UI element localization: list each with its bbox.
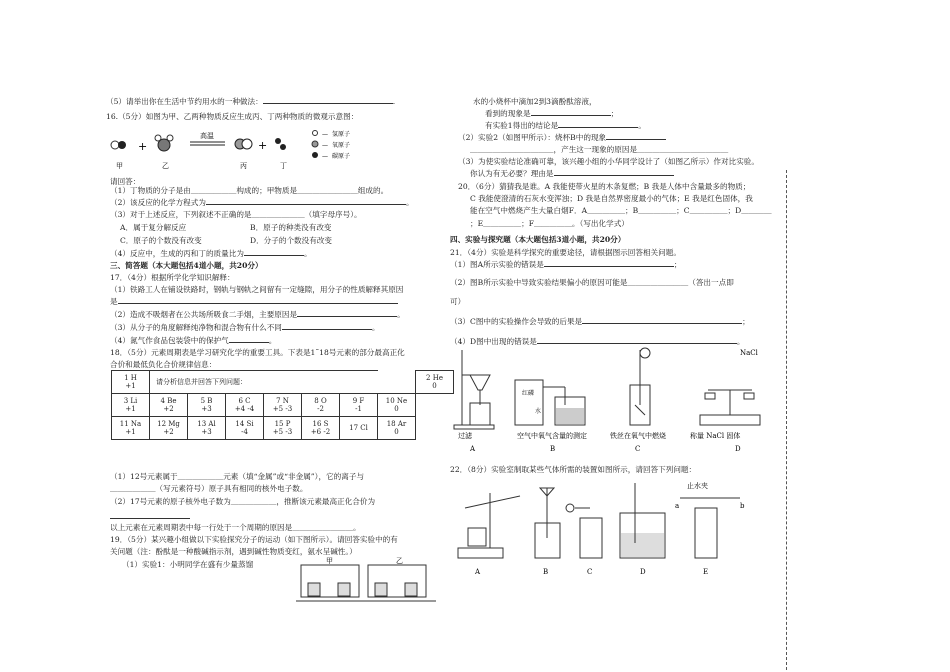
svg-text:碳原子: 碳原子 (332, 153, 351, 160)
svg-text:—: — (322, 153, 328, 160)
svg-text:A: A (470, 445, 476, 453)
apparatus-a (458, 493, 520, 558)
q16-reaction-diagram (100, 128, 400, 176)
svg-text:B: B (543, 568, 549, 576)
svg-text:水: 水 (535, 408, 542, 415)
filter-apparatus (454, 350, 494, 429)
q18-2a: （2）17号元素的原子核外电子数为＿＿＿＿＿＿，推断该元素最高正化合价为 (110, 497, 376, 506)
svg-text:+: + (258, 139, 268, 152)
svg-text:乙: 乙 (396, 557, 403, 565)
q22-apparatus-figure (450, 478, 760, 578)
q20-1: 20．（6分）猜猜我是谁。A 我能使带火星的木条复燃；B 我是人体中含量最多的物质； (458, 182, 751, 191)
apparatus-e (675, 481, 745, 558)
iron-burning-apparatus (630, 348, 650, 425)
svg-text:A: A (475, 568, 481, 576)
q16-ask: 请回答： (110, 177, 141, 186)
svg-text:乙: 乙 (162, 162, 169, 170)
q21-2b: 可） (450, 297, 466, 306)
q16-3c: C．原子的个数没有改变 (120, 236, 202, 245)
q16-3: （3）对于上述反应，下列叙述不正确的是＿＿＿＿＿＿＿（填字母序号）。 (110, 210, 362, 219)
apparatus-b (535, 488, 560, 558)
q18-head: 18．（5分）元素周期表是学习研究化学的重要工具。下表是1˜18号元素的部分最高正化 (110, 348, 405, 357)
q21-3: （3）C图中的实验操作会导致的后果是 ； (450, 317, 750, 326)
q21-apparatus-figure (450, 345, 770, 457)
q19-2b: ＿＿＿＿＿＿＿＿＿＿＿，产生这一现象的原因是＿＿＿＿＿＿＿＿＿＿＿＿ (470, 145, 729, 154)
svg-text:—: — (322, 131, 328, 138)
svg-text:E: E (703, 568, 709, 576)
q19-1: （1）实验1：小明同学在盛有少量蒸馏 (122, 560, 254, 569)
q16-3b: B．原子的种类没有改变 (250, 223, 332, 232)
q17-2: （2）造成不吸烟者在公共场所吸食二手烟，主要原因是 。 (110, 310, 405, 319)
q19-1b: 水的小烧杯中滴加2到3滴酚酞溶液， (473, 97, 597, 106)
periodic-table: 1 H +1 请分析信息并回答下列问题： 2 He 0 3 Li +1 4 Be +2 5 B +3 6 C +4 -4 7 N +5 -3 8 O -2 9 F -1 10 Ne 0 11 Na +1 12 Mg +2 13 Al +3 14 Si -4 15 P +5 -3 16 S +6 -2 17 Cl 18 Ar 0 (111, 370, 454, 440)
q15-5: （5）请举出你在生活中节约用水的一种做法： . (106, 97, 396, 106)
q20-2: C 我能使澄清的石灰水变浑浊；D 我是自然界密度最小的气体；E 我是红色固体，我 (470, 194, 753, 203)
svg-text:止水夹: 止水夹 (687, 482, 708, 490)
q19-head2: 关问题（注：酚酞是一种酸碱指示剂，遇到碱性物质变红，氨水呈碱性。） (110, 547, 357, 556)
svg-text:C: C (635, 445, 641, 453)
q17-head: 17．（4分）根据所学化学知识解释： (110, 273, 235, 282)
svg-text:b: b (740, 502, 745, 510)
balance-apparatus (700, 349, 760, 425)
q22-head: 22．（8分）实验室制取某些气体所需的装置如图所示，请回答下列问题： (450, 465, 697, 474)
molecule-jia (111, 141, 126, 149)
q17-3: （3）从分子的角度解释纯净物和混合物有什么不同 。 (110, 323, 380, 332)
q19-1d: 有实验1得出的结论是 。 (485, 121, 646, 130)
q20-3: 能在空气中燃烧产生大量白烟F．A＿＿＿＿＿；B＿＿＿＿＿；C＿＿＿＿＿；D＿＿＿＿ (470, 206, 772, 215)
molecule-bing (235, 139, 252, 149)
q20-4: ；E＿＿＿＿＿；F＿＿＿＿＿。（写出化学式） (470, 219, 629, 228)
oxygen-content-apparatus (515, 380, 585, 425)
apparatus-c (566, 504, 602, 558)
condition-label: 高温 (200, 132, 214, 140)
q21-1: （1）图A所示实验的错误是 ； (450, 260, 682, 269)
cell-h: 1 H +1 (112, 371, 150, 394)
svg-text:a: a (675, 502, 680, 510)
q17-1b: 是 (110, 297, 398, 306)
q16-1: （1）丁物质的分子是由＿＿＿＿＿＿构成的；甲物质是＿＿＿＿＿＿＿＿组成的。 (110, 186, 389, 195)
svg-text:甲: 甲 (326, 557, 333, 565)
q17-1a: （1）铁路工人在铺设铁路时，钢轨与钢轨之间留有一定缝隙，用分子的性质解释其原因 (110, 285, 404, 294)
q21-2: （2）图B所示实验中导致实验结果偏小的原因可能是＿＿＿＿＿＿＿＿（答出一点即 (450, 278, 734, 287)
svg-text:过滤: 过滤 (458, 432, 472, 440)
q19-3: （3）为使实验结论准确可靠，该兴趣小组的小华同学设计了（如图乙所示）作对比实验。 (458, 157, 759, 166)
q19-3b: 你认为有无必要？理由是 (470, 169, 674, 178)
section-3-title: 三、简答题（本大题包括4道小题，共20分） (110, 261, 263, 270)
svg-text:丁: 丁 (280, 162, 287, 170)
q17-4: （4）氮气作食品包装袋中的保护气 。 (110, 336, 277, 345)
q18-1a: （1）12号元素属于＿＿＿＿＿＿元素（填“金属”或“非金属”），它的离子与 (110, 472, 365, 481)
svg-text:C: C (587, 568, 593, 576)
q18-3: 以上元素在元素周期表中每一行处于一个周期的原因是＿＿＿＿＿＿＿＿。 (110, 523, 361, 532)
q16-3a: A．属于复分解反应 (120, 223, 187, 232)
svg-text:红磷: 红磷 (522, 390, 535, 397)
svg-text:空气中氧气含量的测定: 空气中氧气含量的测定 (517, 432, 587, 440)
section-4-title: 四、实验与探究题（本大题包括3道小题，共20分） (450, 235, 626, 244)
apparatus-d (620, 483, 665, 558)
table-note: 请分析信息并回答下列问题： (150, 371, 378, 394)
q16-head: 16.（5分）如图为甲、乙两种物质反应生成丙、丁两种物质的微观示意图： (106, 112, 359, 121)
svg-text:丙: 丙 (240, 162, 247, 170)
page-fold-line (786, 170, 787, 670)
svg-text:B: B (550, 445, 556, 453)
q21-4: （4）D图中出现的错误是 。 (450, 337, 745, 346)
cell-he: 2 He 0 (416, 371, 454, 394)
svg-text:NaCl: NaCl (740, 349, 758, 357)
q18-1b: ＿＿＿＿＿＿（写元素符号）原子具有相同的核外电子数。 (110, 484, 308, 493)
svg-text:氧原子: 氧原子 (332, 142, 351, 149)
svg-text:氢原子: 氢原子 (332, 131, 351, 138)
q19-head: 19．（5分）某兴趣小组做以下实验探究分子的运动（如下图所示）。请回答实验中的有 (110, 535, 398, 544)
q18-head2: 合价和最低负化合价规律信息： (110, 360, 217, 369)
svg-text:D: D (735, 445, 741, 453)
svg-text:甲: 甲 (116, 162, 123, 170)
q21-head: 21．（4分）实验是科学探究的重要途径，请根据图示回答相关问题。 (450, 248, 681, 257)
svg-text:+: + (138, 140, 148, 153)
svg-text:D: D (640, 568, 646, 576)
svg-text:称量 NaCl 固体: 称量 NaCl 固体 (690, 432, 741, 440)
q16-4: （4）反应中，生成的丙和丁的质量比为 。 (110, 249, 312, 258)
q19-1c: 看到的现象是 ； (485, 109, 619, 118)
q19-2: （2）实验2（如图甲所示）：烧杯B中的现象 (458, 133, 666, 142)
q18-2-blank (110, 510, 190, 519)
q16-2: （2）该反应的化学方程式为 。 (110, 198, 414, 207)
svg-text:铁丝在氧气中燃烧: 铁丝在氧气中燃烧 (610, 432, 666, 440)
svg-text:—: — (322, 142, 328, 149)
molecule-ding (275, 138, 286, 150)
molecule-yi (155, 135, 173, 151)
q19-molecule-motion-figure (296, 555, 436, 603)
q16-3d: D．分子的个数没有改变 (250, 236, 333, 245)
